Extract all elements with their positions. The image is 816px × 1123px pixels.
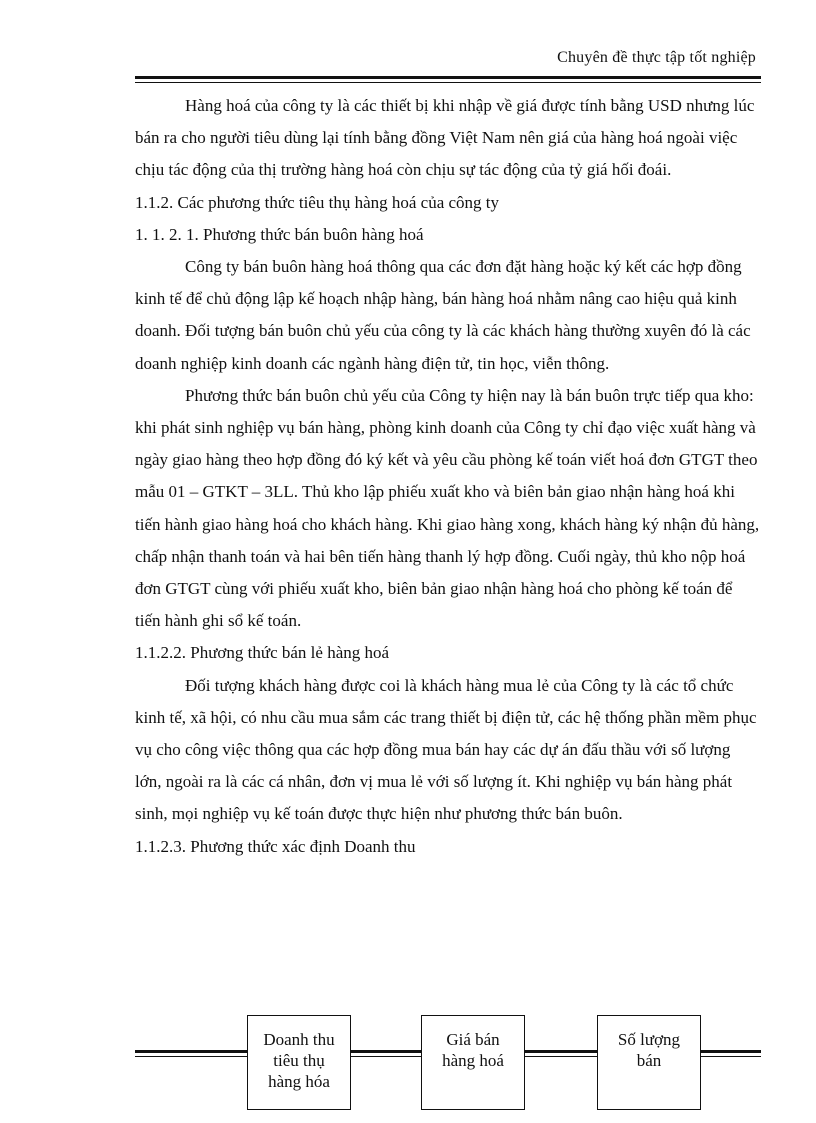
paragraph-retail: Đối tượng khách hàng được coi là khách hàng mua lẻ của Công ty là các tổ chức kinh tế, xã hội, có nhu cầu mua sắm các trang thiết bị điện tử, các hệ thống phần mềm phục vụ cho công việc thông qua các hợp đồng mua bán hay các dự án đấu thầu với số lượng lớn, ngoài ra là các cá nhân, đơn vị mua lẻ với số lượng ít. Khi nghiệp vụ bán hàng phát sinh, mọi nghiệp vụ kế toán được thực hiện như phương thức bán buôn.	[135, 675, 757, 824]
flowchart-box-label: tiêu thụ	[273, 1051, 325, 1070]
flowchart-box-revenue	[247, 1015, 351, 1110]
document-body	[135, 90, 761, 863]
paragraph-intro: Hàng hoá của công ty là các thiết bị khi nhập về giá được tính bằng USD nhưng lúc bán ra cho người tiêu dùng lại tính bằng đồng Việt Nam nên giá của hàng hoá ngoài việc chịu tác động của thị trường hàng hoá còn chịu sự tác động của tỷ giá hối đoái.	[135, 96, 755, 180]
section-heading-1-1-2-2: 1.1.2.2. Phương thức bán lẻ hàng hoá	[135, 643, 390, 663]
paragraph-wholesale-overview: Công ty bán buôn hàng hoá thông qua các đơn đặt hàng hoặc ký kết các hợp đồng kinh tế để chủ động lập kế hoạch nhập hàng, bán hàng hoá nhằm nâng cao hiệu quả kinh doanh. Đối tượng bán buôn chủ yếu của công ty là các khách hàng thường xuyên đó là các doanh nghiệp kinh doanh các ngành hàng điện tử, tin học, viễn thông.	[135, 257, 751, 373]
flowchart-box-label: hàng hoá	[442, 1051, 504, 1070]
section-heading-1-1-2-1: 1. 1. 2. 1. Phương thức bán buôn hàng hoá	[135, 224, 424, 244]
flowchart-box-price	[421, 1015, 525, 1110]
paragraph-wholesale-process: Phương thức bán buôn chủ yếu của Công ty hiện nay là bán buôn trực tiếp qua kho: khi phát sinh nghiệp vụ bán hàng, phòng kinh doanh của Công ty chỉ đạo việc xuất hàng và ngày giao hàng theo hợp đồng đó ký kết và yêu cầu phòng kế toán viết hoá đơn GTGT theo mẫu 01 – GTKT – 3LL. Thủ kho lập phiếu xuất kho và biên bản giao nhận hàng hoá khi tiến hành giao hàng hoá cho khách hàng. Khi giao hàng xong, khách hàng ký nhận đủ hàng, chấp nhận thanh toán và hai bên tiến hàng thanh lý hợp đồng. Cuối ngày, thủ kho nộp hoá đơn GTGT cùng với phiếu xuất kho, biên bản giao nhận hàng hoá cho phòng kế toán để tiến hành ghi sổ kế toán.	[135, 385, 760, 631]
header-rule-thin	[135, 82, 761, 83]
flowchart-box-label: Số lượng	[617, 1030, 681, 1049]
header-title: Chuyên đề thực tập tốt nghiệp	[557, 49, 756, 66]
flowchart-box-label: Doanh thu	[263, 1030, 335, 1049]
flowchart-box-label: hàng hóa	[268, 1072, 330, 1091]
flowchart-box-label: bán	[636, 1051, 662, 1070]
section-heading-1-1-2-3: 1.1.2.3. Phương thức xác định Doanh thu	[135, 836, 416, 856]
section-heading-1-1-2: 1.1.2. Các phương thức tiêu thụ hàng hoá của công ty	[135, 192, 500, 212]
flowchart-box-quantity	[597, 1015, 701, 1110]
flowchart-box-label: Giá bán	[446, 1030, 500, 1049]
revenue-flowchart	[135, 1010, 761, 1115]
header-rule-thick	[135, 76, 761, 79]
